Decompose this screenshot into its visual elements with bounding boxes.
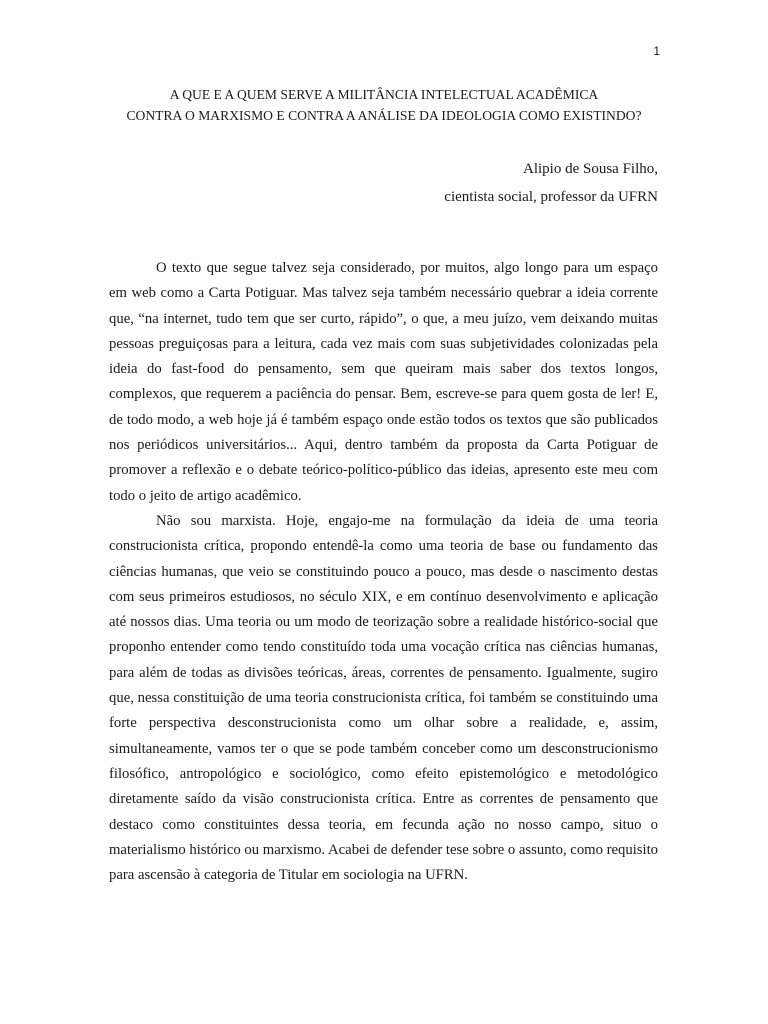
body-text: [109, 256, 658, 888]
paragraph-2: Não sou marxista. Hoje, engajo-me na formulação da ideia de uma teoria construcionista crítica, propondo entendê-la como uma teoria de base ou fundamento das ciências humanas, que veio se constituindo pouco a pouco, mas desde o nascimento destas com seus primeiros estudiosos, no século XIX, e em contínuo desenvolvimento e aplicação até nossos dias. Uma teoria ou um modo de teorização sobre a realidade histórico-social que proponho entender como tendo constituído toda uma vocação crítica nas ciências humanas, para além de todas as divisões teóricas, áreas, correntes de pensamento. Igualmente, sugiro que, nessa constituição de uma teoria construcionista crítica, foi também se constituindo uma forte perspectiva desconstrucionista como um olhar sobre a realidade, e, assim, simultaneamente, vamos ter o que se pode também conceber como um desconstrucionismo filosófico, antropológico e sociológico, como efeito epistemológico e metodológico diretamente saído da visão construcionista crítica. Entre as correntes de pensamento que destaco como constituintes dessa teoria, em fecunda ação no nosso campo, situo o materialismo histórico ou marxismo. Acabei de defender tese sobre o assunto, como requisito para ascensão à categoria de Titular em sociologia na UFRN.: [109, 512, 659, 884]
title-line-1: A QUE E A QUEM SERVE A MILITÂNCIA INTELECTUAL ACADÊMICA: [169, 87, 599, 102]
paragraph-1: O texto que segue talvez seja considerado, por muitos, algo longo para um espaço em web como a Carta Potiguar. Mas talvez seja também necessário quebrar a ideia corrente que, “na internet, tudo tem que ser curto, rápido”, o que, a meu juízo, vem deixando muitas pessoas preguiçosas para a leitura, cada vez mais com suas subjetividades colonizadas pela ideia do fast-food do pensamento, sem que queiram mais saber dos textos longos, complexos, que requerem a paciência do pensar. Bem, escreve-se para quem gosta de ler! E, de todo modo, a web hoje já é também espaço onde estão todos os textos que são publicados nos periódicos universitários... Aqui, dentro também da proposta da Carta Potiguar de promover a reflexão e o debate teórico-político-público das ideias, apresento este meu com todo o jeito de artigo acadêmico.: [109, 260, 658, 504]
author-byline: [300, 155, 658, 211]
title-line-2: CONTRA O MARXISMO E CONTRA A ANÁLISE DA IDEOLOGIA COMO EXISTINDO?: [126, 108, 642, 123]
document-title: [108, 84, 660, 126]
page-number: 1: [653, 44, 660, 58]
author-affiliation: cientista social, professor da UFRN: [444, 189, 658, 205]
author-name: Alipio de Sousa Filho,: [522, 161, 658, 177]
